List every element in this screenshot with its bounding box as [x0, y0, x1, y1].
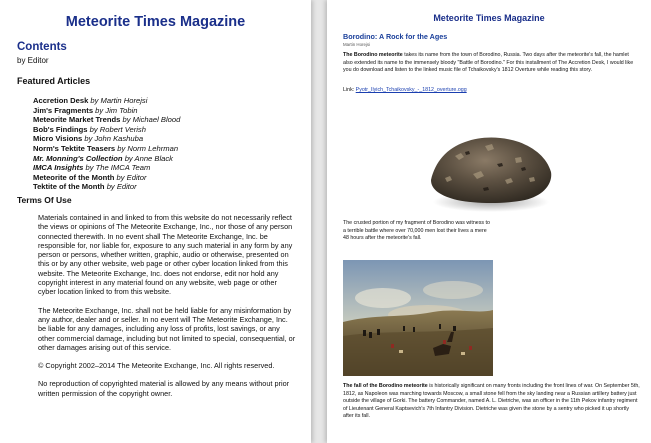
terms-paragraph: The Meteorite Exchange, Inc. shall not be held liable for any misinformation by any author, dealer and or seller. In no event will The Meteorite Exchange, Inc. be liable for any damages, including any loss of profits, lost savings, or any other commercial damage, including but not limited to special, consequential, or other damages arising out of this service. — [38, 305, 296, 352]
caption-lead: The fall of the Borodino meteorite — [343, 383, 428, 389]
article-title[interactable]: IMCA Insights — [33, 163, 84, 173]
article-item[interactable] — [33, 134, 180, 144]
article-author: by Martin Horejsi — [90, 96, 148, 105]
article-author: by Anne Black — [124, 153, 173, 163]
copyright-notice: © Copyright 2002–2014 The Meteorite Exchange, Inc. All rights reserved. — [38, 361, 275, 371]
meteorite-image — [425, 122, 555, 218]
terms-paragraph: No reproduction of copyrighted material is allowed by any means without prior written permission of the copyright owner. — [38, 379, 290, 398]
article-title[interactable]: Norm's Tektite Teasers — [33, 143, 116, 153]
article-item[interactable] — [33, 182, 180, 192]
contents-heading: Contents — [17, 41, 67, 53]
music-link-line — [343, 87, 467, 93]
meteorite-fragment-photo — [425, 122, 555, 218]
photo-caption: The crusted portion of my fragment of Borodino was witness to a terrible battle where over 70,000 men lost their lives a mere 48 hours after the meteorite's fall. — [343, 220, 490, 242]
article-title[interactable]: Bob's Findings — [33, 124, 88, 134]
article-item[interactable] — [33, 144, 180, 154]
battle-painting — [343, 260, 493, 376]
intro-lead: The Borodino meteorite — [343, 52, 403, 58]
article-title[interactable]: Tektite of the Month — [33, 182, 105, 192]
terms-paragraph: Materials contained in and linked to from this website do not necessarily reflect the views or opinions of The Meteorite Exchange, Inc., nor those of any person connected therewith. In no event shall The Meteorite Exchange, Inc. be responsible for, nor liable for, exposure to any such material in any form by any person or persons, whether written, graphic, audio or otherwise, presented on this or by any other website, web page or other cyber location linked from this website. The Meteorite Exchange, Inc. does not endorse, edit nor hold any copyright interest in any material found on any website, web page or other cyber location linked to from this website. — [38, 213, 293, 297]
right-page — [327, 0, 651, 443]
article-item[interactable] — [33, 125, 180, 135]
article-item[interactable] — [33, 173, 180, 183]
by-editor-line: by Editor — [17, 56, 49, 65]
article-item[interactable] — [33, 96, 180, 106]
terms-of-use-heading: Terms Of Use — [17, 195, 72, 205]
article-title[interactable]: Accretion Desk — [33, 96, 89, 105]
terms-of-use-text — [38, 213, 296, 407]
article-title[interactable]: Micro Visions — [33, 134, 83, 144]
link-label: Link: — [343, 87, 356, 93]
article-intro — [343, 52, 639, 75]
article-item[interactable] — [33, 154, 180, 164]
magazine-title: Meteorite Times Magazine — [433, 13, 545, 23]
article-title[interactable]: Jim's Fragments — [33, 105, 94, 115]
featured-articles-list — [33, 96, 180, 192]
article-item[interactable] — [33, 115, 180, 125]
painting-caption — [343, 383, 641, 421]
music-file-link[interactable]: Pyotr_Ilyich_Tchaikovsky_-_1812_overture.ogg — [355, 87, 467, 93]
article-author: by Editor — [106, 182, 137, 192]
article-author: by John Kashuba — [84, 134, 144, 144]
article-author: by Editor — [116, 172, 147, 182]
magazine-title: Meteorite Times Magazine — [65, 14, 246, 30]
battle-of-borodino-painting — [343, 260, 493, 376]
article-author: by The IMCA Team — [85, 163, 151, 173]
featured-articles-heading: Featured Articles — [17, 76, 91, 86]
intro-body: takes its name from the town of Borodino, Russia. Two days after the meteorite's fall, the hamlet also extended its name to the immensely bloody "Battle of Borodino." For this installment of The Accretion Desk, I would like you do download and listen to the linked music file of Tchaikovsky's 1812 Overture while reading this story. — [343, 52, 634, 74]
article-title[interactable]: Meteorite of the Month — [33, 172, 115, 182]
article-title[interactable]: Meteorite Market Trends — [33, 115, 121, 125]
article-author: by Michael Blood — [122, 115, 181, 125]
article-title[interactable]: Mr. Monning's Collection — [33, 153, 123, 163]
left-page — [0, 0, 311, 443]
article-item[interactable] — [33, 163, 180, 173]
article-author: by Norm Lehrman — [117, 143, 179, 153]
article-title: Borodino: A Rock for the Ages — [343, 32, 448, 41]
article-author: Martin Horejsi — [343, 42, 371, 47]
article-author: by Robert Verish — [89, 124, 146, 134]
caption-body: is historically significant on many fronts including the front lines of war. On September 5th, 1812, as Napoleon was marching towards Moscow, a small stone fell from the sky landing near a Russian artillery battery just outside the village of Gorki. The battery Commander, named A. L. Dietriche, was an officer in the 11th Pekov infantry regiment of Lieutenant General Kaptsevich's 7th Infantry Division. Dietriche was given the stone by a sentry who picked it up shortly after its fall. — [343, 383, 640, 420]
article-item[interactable] — [33, 106, 180, 116]
article-author: by Jim Tobin — [95, 105, 138, 115]
